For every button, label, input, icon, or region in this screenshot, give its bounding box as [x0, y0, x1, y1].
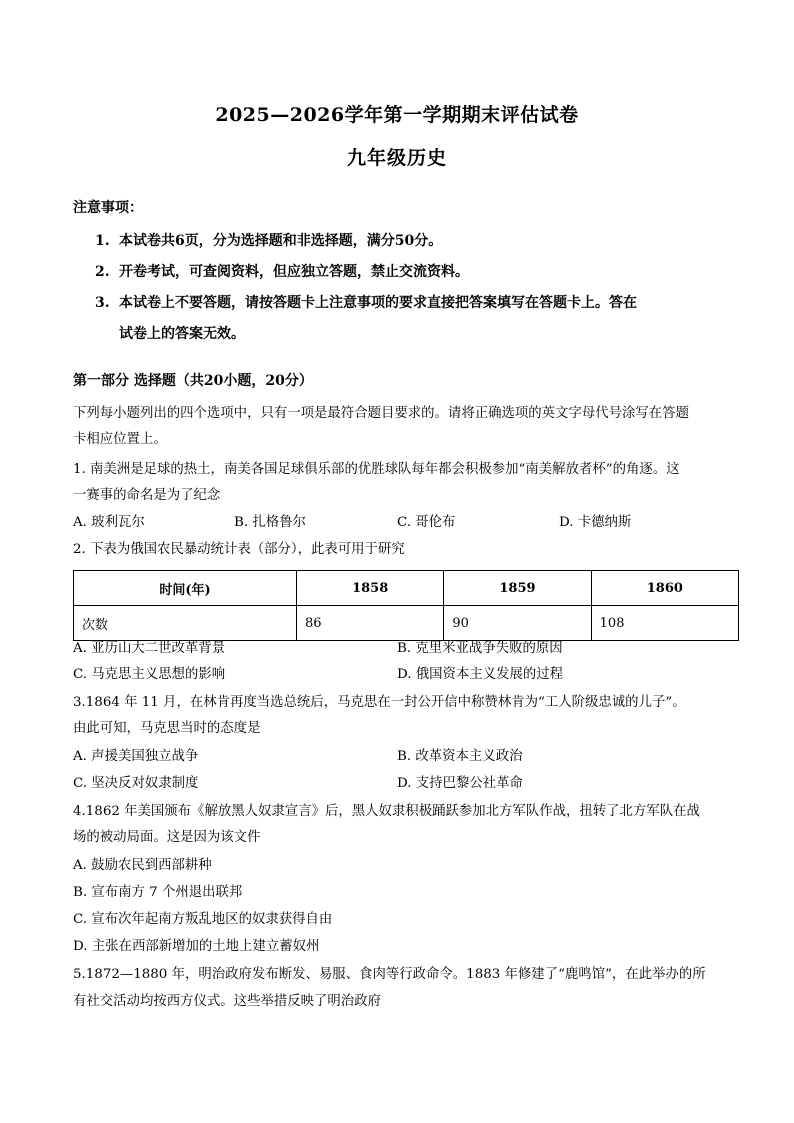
- table-header-cell: 1860: [591, 571, 738, 606]
- question-2-option-c: C. 马克思主义思想的影响: [73, 667, 226, 682]
- notice-item-number: 2.: [95, 264, 110, 280]
- question-4-stem-cont: 场的被动局面。这是因为该文件: [73, 830, 261, 845]
- table-cell: 108: [591, 606, 738, 641]
- table-cell: 90: [444, 606, 591, 641]
- question-4-option-a: A. 鼓励农民到西部耕种: [73, 858, 212, 873]
- notice-item-text: 本试卷上不要答题，请按答题卡上注意事项的要求直接把答案填写在答题卡上。答在: [119, 295, 637, 311]
- notice-item-number: 1.: [95, 233, 110, 249]
- question-3-option-b: B. 改革资本主义政治: [397, 749, 523, 764]
- notice-item: [95, 226, 735, 257]
- section-heading: 第一部分 选择题（共20小题，20分）: [73, 373, 313, 389]
- table-header-cell: 时间(年): [74, 571, 297, 606]
- notice-item-number: 3.: [95, 295, 110, 311]
- question-3-option-a: A. 声援美国独立战争: [73, 749, 199, 764]
- question-1-option-b: B. 扎格鲁尔: [234, 515, 306, 530]
- question-1-option-d: D. 卡德纳斯: [559, 515, 632, 530]
- question-4-option-d: D. 主张在西部新增加的土地上建立蓄奴州: [73, 939, 320, 954]
- question-2-option-b: B. 克里米亚战争失败的原因: [397, 641, 563, 656]
- question-4-option-c: C. 宣布次年起南方叛乱地区的奴隶获得自由: [73, 912, 333, 927]
- notice-item-text: 本试卷共6页，分为选择题和非选择题，满分50分。: [119, 233, 443, 249]
- question-1-stem: 1. 南美洲是足球的热土，南美各国足球俱乐部的优胜球队每年都会积极参加“南美解放者杯”的角逐。这: [73, 462, 680, 477]
- exam-subtitle: 九年级历史: [346, 147, 447, 169]
- question-5-stem-cont: 有社交活动均按西方仪式。这些举措反映了明治政府: [73, 994, 381, 1009]
- notice-item-continuation: 试卷上的答案无效。: [119, 326, 245, 342]
- table-header-row: [74, 571, 739, 606]
- question-4-option-b: B. 宣布南方 7 个州退出联邦: [73, 885, 243, 900]
- question-2-option-d: D. 俄国资本主义发展的过程: [397, 667, 564, 682]
- table-cell: 次数: [74, 606, 297, 641]
- table-header-cell: 1858: [297, 571, 444, 606]
- question-3-option-d: D. 支持巴黎公社革命: [397, 776, 523, 791]
- question-5-stem: 5.1872—1880 年，明治政府发布断发、易服、食肉等行政命令。1883 年修建了“鹿鸣馆”，在此举办的所: [73, 967, 706, 982]
- question-1-option-c: C. 哥伦布: [397, 515, 456, 530]
- section-instruction: 下列每小题列出的四个选项中，只有一项是最符合题目要求的。请将正确选项的英文字母代号涂写在答题: [73, 406, 689, 421]
- notice-item: [95, 288, 735, 350]
- question-3-option-c: C. 坚决反对奴隶制度: [73, 776, 199, 791]
- table-cell: 86: [297, 606, 444, 641]
- uprising-stats-table: [73, 570, 739, 641]
- question-2-stem: 2. 下表为俄国农民暴动统计表（部分），此表可用于研究: [73, 542, 405, 557]
- exam-title: 2025—2026学年第一学期期末评估试卷: [215, 104, 579, 126]
- table-header-cell: 1859: [444, 571, 591, 606]
- notice-heading: 注意事项：: [73, 200, 143, 216]
- notice-item-text: 开卷考试，可查阅资料，但应独立答题，禁止交流资料。: [119, 264, 469, 280]
- question-1-option-a: A. 玻利瓦尔: [73, 515, 145, 530]
- question-1-stem-cont: 一赛事的命名是为了纪念: [73, 488, 221, 503]
- question-4-stem: 4.1862 年美国颁布《解放黑人奴隶宣言》后，黑人奴隶积极踊跃参加北方军队作战，扭转了北方军队在战: [73, 804, 700, 819]
- question-2-option-a: A. 亚历山大二世改革背景: [73, 641, 226, 656]
- notice-item: [95, 257, 735, 288]
- question-3-stem: 3.1864 年 11 月，在林肯再度当选总统后，马克思在一封公开信中称赞林肯为“工人阶级忠诚的儿子”。: [73, 695, 686, 710]
- section-instruction-cont: 卡相应位置上。: [73, 432, 167, 447]
- question-3-stem-cont: 由此可知，马克思当时的态度是: [73, 721, 261, 736]
